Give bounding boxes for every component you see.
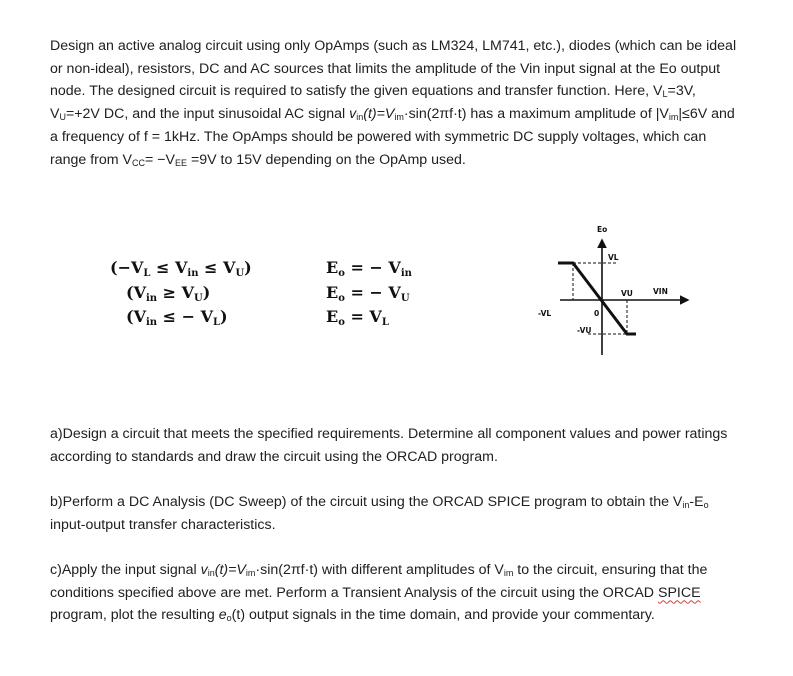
label-origin: 0 xyxy=(594,309,600,318)
equation-lower-output: $E_o = V_L$ xyxy=(326,307,389,328)
equation-linear-output: $E_o$ = − $V_{in}$ xyxy=(326,258,412,279)
condition-upper-limit: $(V_{in} \ge V_U)$ xyxy=(126,283,211,304)
condition-lower-limit: ($V_{in}$ ≤ − $V_L$) xyxy=(126,307,228,328)
label-neg-vl: -VL xyxy=(538,309,552,318)
label-vu: VU xyxy=(621,289,633,298)
condition-linear-region: $(-V_L \le V_{in} \le V_U)$ xyxy=(110,258,252,279)
spellcheck-underline: SPICE xyxy=(657,584,701,601)
label-vin: VIN xyxy=(653,287,668,296)
transfer-curve xyxy=(558,263,636,334)
question-part-c: c)Apply the input signal $v_{in}(t)=V_{im}\cdot\sin(2\pi f\cdot t)$ with different amplitudes of $V_{im}$ to the circuit, ensuring that the conditions specified above are met. Perform a Transient Analysis of the circuit using the ORCAD SPICE program, plot the resulting $e_o(t)$ output signals in the time domain, and provide your commentary. xyxy=(50,562,708,624)
label-vl: VL xyxy=(608,253,619,262)
label-neg-vu: -VU xyxy=(577,326,592,335)
problem-statement: Design an active analog circuit using only OpAmps (such as LM324, LM741, etc.), diodes (which can be ideal or non-ideal), resistors, DC and AC sources that limits the amplitude of the Vin input signal at the Eo output node. The designed circuit is required to satisfy the given equations and transfer function. Here, $V_L=3V$, $V_U=+2V$ DC, and the input sinusoidal AC signal $v_{in}(t)=V_{im}\cdot\sin(2\pi f\cdot t)$ has a maximum amplitude of $|V_{im}|\le 6V$ and a frequency of f = 1kHz. The OpAmps should be powered with symmetric DC supply voltages, which can range from $V_{CC}= -V_{EE} =9V$ to 15V depending on the OpAmp used. xyxy=(50,38,737,168)
transfer-characteristic-graph xyxy=(528,220,708,362)
equation-upper-output: $E_o$ = − $V_U$ xyxy=(326,283,410,304)
label-eo: Eo xyxy=(597,225,608,234)
question-part-b: b)Perform a DC Analysis (DC Sweep) of the circuit using the ORCAD SPICE program to obtain the $V_{in}-E_o$ input-output transfer characteristics. xyxy=(50,494,709,533)
question-part-a: a)Design a circuit that meets the specified requirements. Determine all component values and power ratings according to standards and draw the circuit using the ORCAD program. xyxy=(50,426,728,465)
